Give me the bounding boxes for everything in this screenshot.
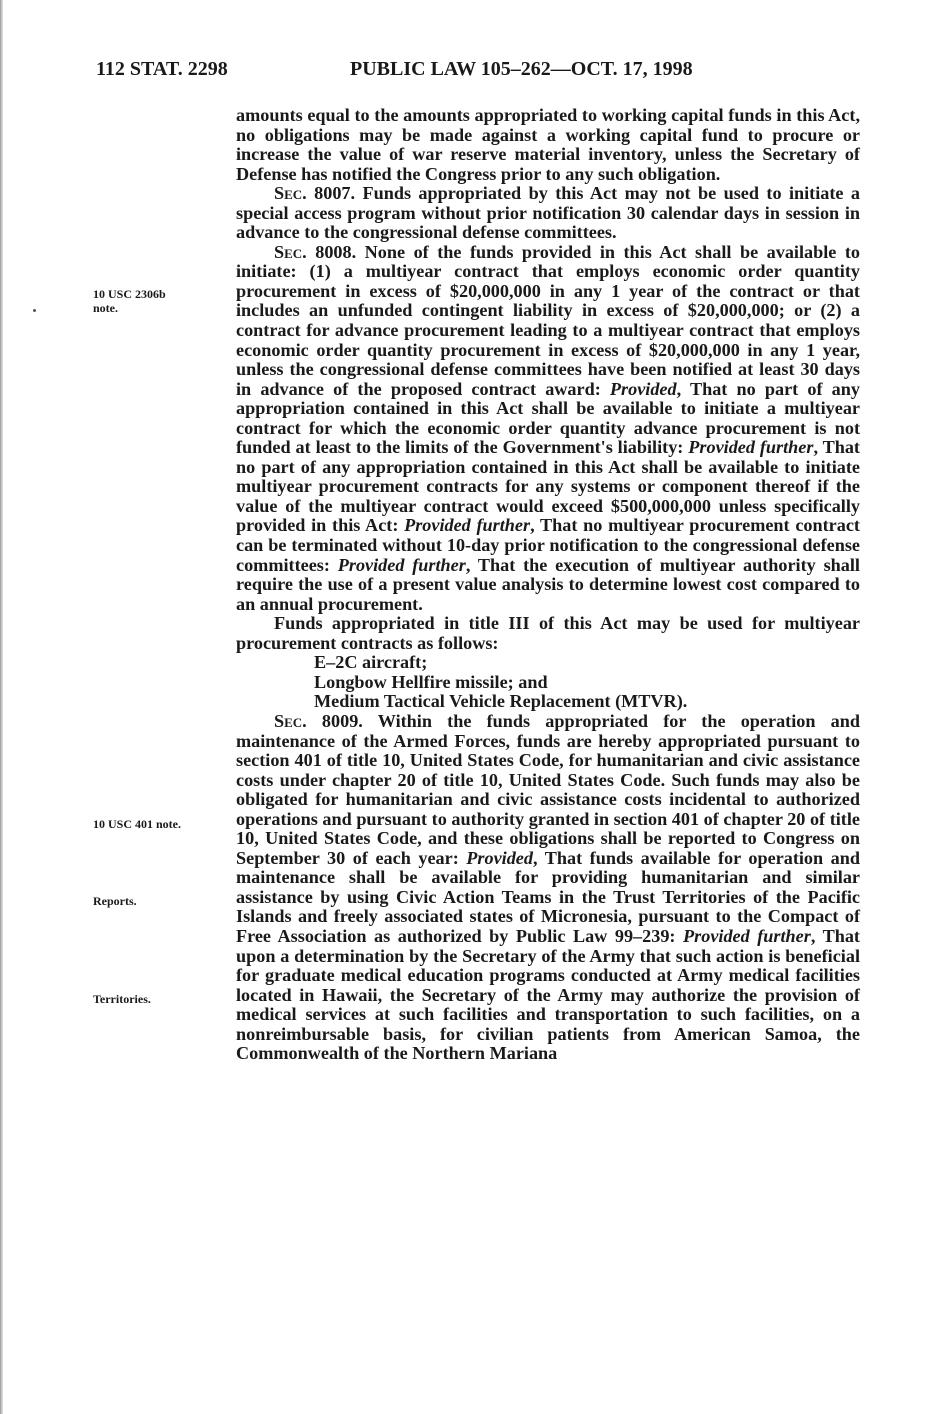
continued-paragraph: amounts equal to the amounts appropriated to working capital funds in this Act, no obligations may be made against a working capital fund to procure or increase the value of war reserve material inventory, unless the Secretary of Defense has notified the Congress prior to any such obligation. xyxy=(236,105,860,184)
sec-label: Sec. xyxy=(274,241,307,262)
sec-number: 8009. xyxy=(306,710,378,731)
section-8007 xyxy=(236,184,860,243)
proviso-term: Provided further xyxy=(404,515,531,536)
sec-label: Sec. xyxy=(274,710,307,731)
sec-number: 8008. xyxy=(306,241,365,262)
title-iii-paragraph: Funds appropriated in title III of this Act may be used for multiyear procurement contracts as follows: xyxy=(236,613,860,653)
sec-text: , That funds available for operation and maintenance shall be available for providing humanitarian and similar assistance by using Civic Action Teams in the Trust Territories of the Pacific Islands and freely associated states of Micronesia, pursuant to the Compact of Free Association as authorized by Public Law 99–239: xyxy=(236,847,860,946)
scan-edge xyxy=(0,0,3,1414)
sec-text: Funds appropriated by this Act may not be used to initiate a special access program without prior notification 30 calendar days in session in advance to the congressional defense committees. xyxy=(236,183,861,243)
sec-text: None of the funds provided in this Act shall be available to initiate: (1) a multiyear contract that employs economic order quantity procurement in excess of $20,000,000 in any 1 year of the contract or that includes an unfunded contingent liability in excess of $20,000,000; or (2) a contract for advance procurement leading to a multiyear contract that employs economic order quantity procurement in excess of $20,000,000 in any 1 year, unless the congressional defense committees have been notified at least 30 days in advance of the proposed contract award: xyxy=(236,241,861,399)
sec-text: , That no part of any appropriation contained in this Act shall be available to initiate a multiyear contract for which the economic order quantity advance procurement is not funded at least to the limits of the Government's liability: xyxy=(236,378,860,458)
sec-label: Sec. xyxy=(274,183,307,204)
scan-speck xyxy=(33,309,36,312)
sec-text: , That no multiyear procurement contract can be terminated without 10-day prior notification to the congressional defense committees: xyxy=(236,515,860,575)
proviso-term: Provided further xyxy=(683,925,811,946)
margin-note-10-usc-2306b xyxy=(93,287,223,315)
proviso-term: Provided further xyxy=(688,437,814,458)
sec-text: , That upon a determination by the Secretary of the Army that such action is beneficial for graduate medical education programs conducted at Army medical facilities located in Hawaii, the Secretary of the Army may authorize the provision of medical services at such facilities and transportation to such facilities, on a nonreimbursable basis, for civilian patients from American Samoa, the Commonwealth of the Northern Mariana xyxy=(236,925,860,1064)
list-item: Medium Tactical Vehicle Replacement (MTVR). xyxy=(314,691,688,712)
proviso-term: Provided xyxy=(609,378,677,399)
statute-body xyxy=(236,106,860,1064)
sec-number: 8007. xyxy=(306,183,363,204)
page-header xyxy=(96,58,856,88)
margin-note-10-usc-401: 10 USC 401 note. xyxy=(93,817,182,831)
proviso-term: Provided xyxy=(466,847,533,868)
section-8009 xyxy=(236,712,860,1064)
margin-note-line: 10 USC 2306b xyxy=(93,287,166,301)
proviso-term: Provided further xyxy=(337,554,466,575)
statute-citation: 112 STAT. 2298 xyxy=(96,58,228,80)
public-law-title: PUBLIC LAW 105–262—OCT. 17, 1998 xyxy=(350,58,693,80)
list-item: Longbow Hellfire missile; and xyxy=(314,671,548,692)
sec-text: Within the funds appropriated for the operation and maintenance of the Armed Forces, funds are hereby appropriated pursuant to section 401 of title 10, United States Code, for humanitarian and civic assistance costs under chapter 20 of title 10, United States Code. Such funds may also be obligated for humanitarian and civic assistance costs incidental to authorized operations and pursuant to authority granted in section 401 of chapter 20 of title 10, United States Code, and these obligations shall be reported to Congress on September 30 of each year: xyxy=(236,710,860,868)
sec-text: , That no part of any appropriation contained in this Act shall be available to initiate multiyear procurement contracts for any systems or component thereof if the value of the multiyear contract would exceed $500,000,000 unless specifically provided in this Act: xyxy=(236,437,860,536)
sec-text: , That the execution of multiyear authority shall require the use of a present value analysis to determine lowest cost compared to an annual procurement. xyxy=(236,554,860,614)
list-item: E–2C aircraft; xyxy=(314,652,428,673)
section-8008 xyxy=(236,243,860,614)
margin-note-reports: Reports. xyxy=(93,894,137,908)
margin-note-line: note. xyxy=(93,301,118,315)
margin-note-territories: Territories. xyxy=(93,992,151,1006)
